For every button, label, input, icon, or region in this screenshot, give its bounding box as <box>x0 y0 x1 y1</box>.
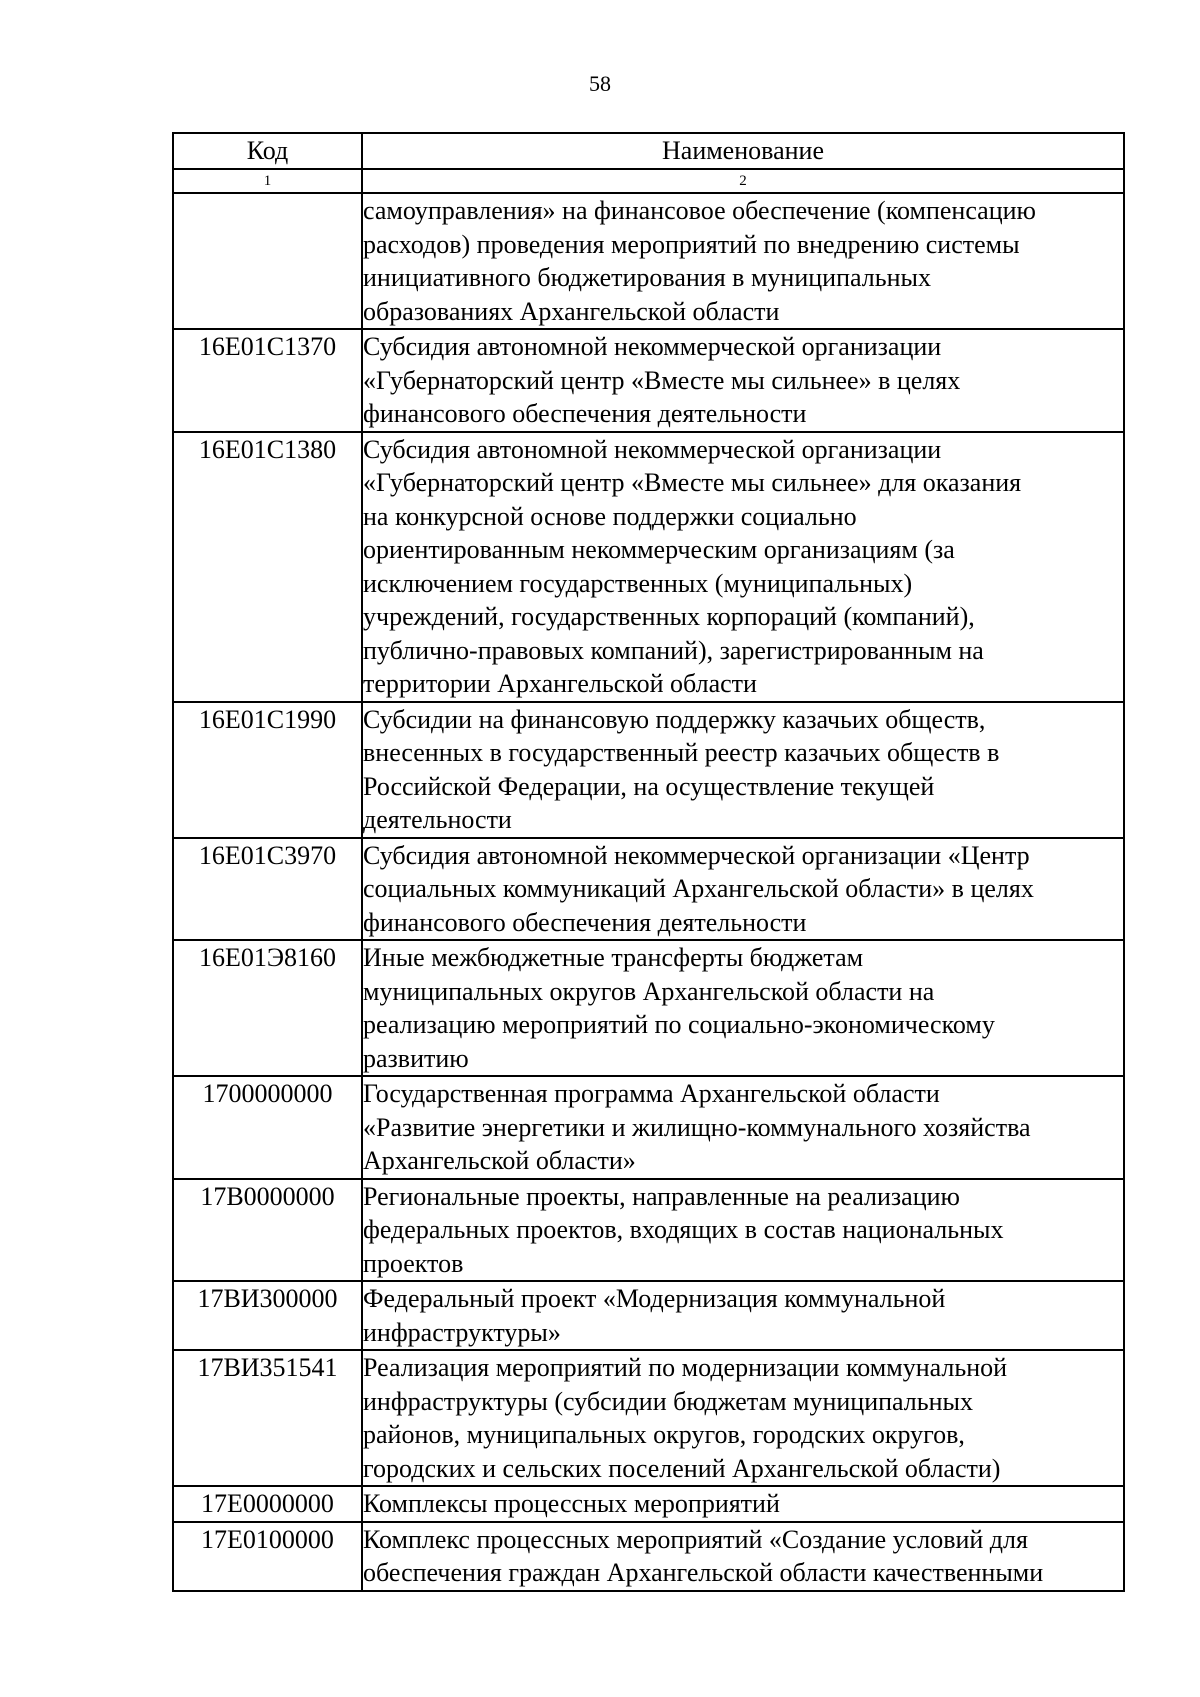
row-name-line: обеспечения граждан Архангельской области качественными <box>363 1558 1044 1587</box>
table-row <box>173 1486 1124 1522</box>
table-row <box>173 1076 1124 1179</box>
column-number-row <box>173 169 1124 193</box>
column-number-2: 2 <box>362 169 1124 193</box>
row-name-line: самоуправления» на финансовое обеспечение (компенсацию <box>363 196 1036 225</box>
row-name-line: федеральных проектов, входящих в состав национальных <box>363 1215 1004 1244</box>
table-header <box>173 133 1124 193</box>
row-name-line: Иные межбюджетные трансферты бюджетам <box>363 943 864 972</box>
table-row <box>173 1522 1124 1591</box>
row-name-line: финансового обеспечения деятельности <box>363 907 807 937</box>
row-name-line: финансового обеспечения деятельности <box>363 399 807 428</box>
row-name-line: деятельности <box>363 805 512 834</box>
row-name <box>362 1350 1124 1486</box>
row-code: 16Е01С1380 <box>173 432 362 702</box>
row-code: 17ВИ351541 <box>173 1350 362 1486</box>
table-row <box>173 940 1124 1076</box>
row-code: 16Е01Э8160 <box>173 940 362 1076</box>
row-name-line: расходов) проведения мероприятий по внедрению системы <box>363 229 1020 259</box>
row-name <box>362 1179 1124 1282</box>
page-number: 58 <box>589 71 611 96</box>
row-code <box>173 193 362 329</box>
row-code: 17ВИ300000 <box>173 1281 362 1350</box>
row-name-line: исключением государственных (муниципальных) <box>363 568 913 598</box>
row-name-line: Субсидия автономной некоммерческой организации <box>363 332 942 361</box>
row-code: 16Е01С3970 <box>173 838 362 941</box>
row-name <box>362 838 1124 941</box>
table-body <box>173 193 1124 1591</box>
row-name-line: Архангельской области» <box>363 1146 636 1175</box>
row-name-line: социальных коммуникаций Архангельской области» в целях <box>363 874 1034 903</box>
table-row <box>173 1179 1124 1282</box>
row-name-line: на конкурсной основе поддержки социально <box>363 501 857 531</box>
row-name-line: публично-правовых компаний), зарегистрированным на <box>363 635 984 665</box>
row-code: 16Е01С1370 <box>173 329 362 432</box>
row-name-line: «Губернаторский центр «Вместе мы сильнее» в целях <box>363 365 961 395</box>
row-name-line: Федеральный проект «Модернизация коммунальной <box>363 1284 946 1313</box>
column-number-1: 1 <box>173 169 362 193</box>
row-name-line: «Губернаторский центр «Вместе мы сильнее» для оказания <box>363 468 1022 497</box>
row-code: 1700000000 <box>173 1076 362 1179</box>
row-name <box>362 1522 1124 1591</box>
row-name-line: районов, муниципальных округов, городских округов, <box>363 1420 965 1449</box>
row-name-line: образованиях Архангельской области <box>363 296 780 326</box>
row-code: 17Е0100000 <box>173 1522 362 1591</box>
row-name-line: инициативного бюджетирования в муниципальных <box>363 263 931 292</box>
row-name-line: инфраструктуры (субсидии бюджетам муниципальных <box>363 1386 974 1416</box>
row-name-line: Государственная программа Архангельской области <box>363 1079 940 1108</box>
row-name <box>362 1486 1124 1522</box>
row-name-line: Субсидия автономной некоммерческой организации <box>363 434 942 464</box>
table-row <box>173 838 1124 941</box>
row-name <box>362 329 1124 432</box>
row-name-line: Комплексы процессных мероприятий <box>363 1489 780 1518</box>
row-name-line: проектов <box>363 1248 464 1278</box>
row-name-line: Комплекс процессных мероприятий «Создание условий для <box>363 1524 1028 1554</box>
row-name-line: инфраструктуры» <box>363 1317 561 1347</box>
row-name-line: Субсидии на финансовую поддержку казачьих обществ, <box>363 704 986 734</box>
row-code: 17В0000000 <box>173 1179 362 1282</box>
row-name <box>362 702 1124 838</box>
classification-table <box>172 132 1125 1592</box>
table-row <box>173 1350 1124 1486</box>
row-name <box>362 1076 1124 1179</box>
row-name-line: Региональные проекты, направленные на реализацию <box>363 1181 960 1211</box>
row-name-line: Российской Федерации, на осуществление текущей <box>363 771 935 801</box>
table-row <box>173 432 1124 702</box>
row-code: 17Е0000000 <box>173 1486 362 1522</box>
table-row <box>173 193 1124 329</box>
row-name-line: городских и сельских поселений Архангельской области) <box>363 1453 1001 1483</box>
table-row <box>173 329 1124 432</box>
table-row <box>173 1281 1124 1350</box>
header-name: Наименование <box>362 133 1124 169</box>
row-name-line: «Развитие энергетики и жилищно-коммунального хозяйства <box>363 1112 1031 1142</box>
row-name-line: развитию <box>363 1043 469 1073</box>
table-row <box>173 702 1124 838</box>
row-name-line: реализацию мероприятий по социально-экономическому <box>363 1010 995 1039</box>
header-code: Код <box>173 133 362 169</box>
row-name <box>362 193 1124 329</box>
row-name <box>362 940 1124 1076</box>
row-name <box>362 1281 1124 1350</box>
row-code: 16Е01С1990 <box>173 702 362 838</box>
header-row <box>173 133 1124 169</box>
row-name-line: внесенных в государственный реестр казачьих обществ в <box>363 738 1000 767</box>
row-name-line: Субсидия автономной некоммерческой организации «Центр <box>363 840 1030 870</box>
row-name-line: Реализация мероприятий по модернизации коммунальной <box>363 1353 1008 1382</box>
row-name-line: учреждений, государственных корпораций (компаний), <box>363 602 975 631</box>
row-name-line: ориентированным некоммерческим организациям (за <box>363 535 955 564</box>
row-name <box>362 432 1124 702</box>
row-name-line: территории Архангельской области <box>363 669 757 698</box>
row-name-line: муниципальных округов Архангельской области на <box>363 976 935 1006</box>
